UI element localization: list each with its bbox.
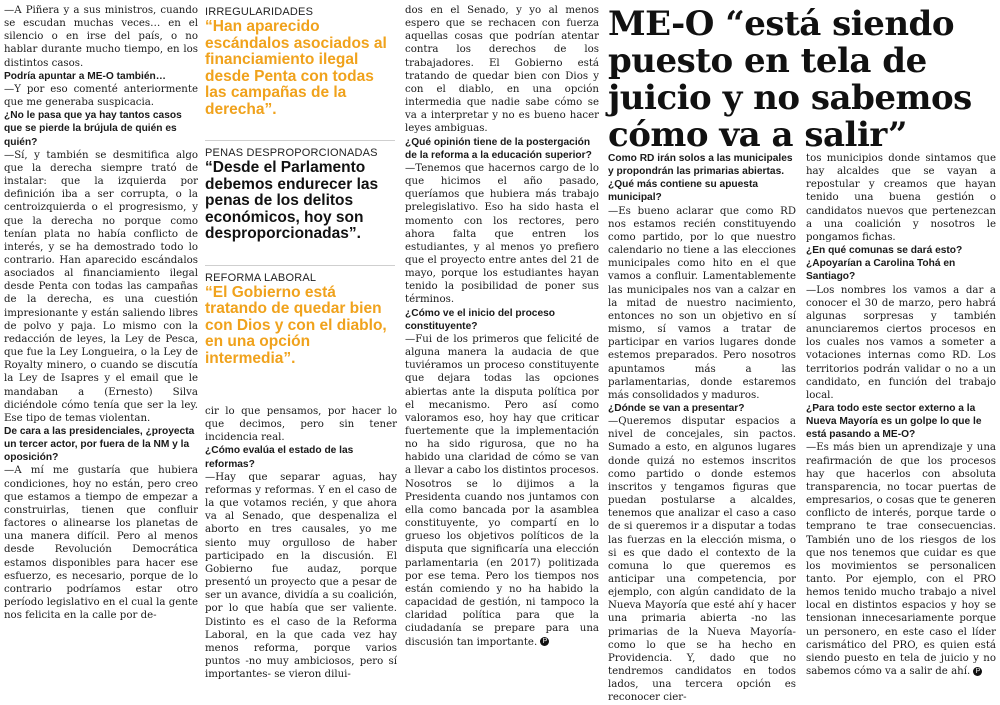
- paragraph-text: ¿Apoyarían a Carolina Tohá en Santiago?: [806, 258, 956, 283]
- paragraph-text: ¿Qué opinión tiene de la postergación de la reforma a la educación superior?: [405, 136, 592, 161]
- divider: [205, 140, 395, 141]
- answer-paragraph: [806, 284, 996, 402]
- pull-quote-reforma-laboral: [205, 272, 395, 368]
- interview-question: [806, 244, 996, 257]
- pull-quote-penas: [205, 147, 395, 243]
- column-1: [4, 4, 198, 698]
- paragraph-text: ¿Para todo este sector externo a la Nueva Mayoría es un golpe lo que le está pasando a ME-O?: [806, 402, 982, 441]
- interview-question: [4, 109, 198, 148]
- interview-question: [405, 136, 599, 162]
- paragraph-text: ¿En qué comunas se dará esto?: [806, 245, 963, 257]
- paragraph-text: —Los nombres los vamos a dar a conocer el 30 de marzo, pero habrá algunas sorpresas y también anunciaremos ciertos procesos en los cuales nos vamos a someter a votaciones internas como RD. Los territorios podrán validar o no a un candidato, en función del trabajo local.: [806, 284, 996, 401]
- paragraph-text: cir lo que pensamos, por hacer lo que decimos, pero sin tener incidencia real.: [205, 406, 397, 444]
- column-4: [608, 152, 796, 704]
- paragraph-text: —Fui de los primeros que felicité de alguna manera la audacia de que tuviéramos un proceso constituyente que dejara todas las opciones abiertas ante la disputa política por el mecanismo. Pero así como valoramos eso, hoy hay que criticar fuertemente que la implementación no ha sido rigurosa, que no ha habido una claridad de cómo se van a llevar a cabo los distintos procesos. Nosotros se lo dijimos a la Presidenta cuando nos juntamos con ella como bancada por la asamblea constituyente, yo compartí en lo grueso los objetivos políticos de la disputa que significaría una elección parlamentaria (en 2017) politizada por ese tema. Pero los tiempos nos están comiendo y no ha habido la capacidad de gestión, ni tampoco la claridad política para que la ciudadanía se prepare para una discusión tan importante.: [405, 333, 599, 648]
- column-2: [205, 405, 397, 696]
- interview-question: [806, 257, 996, 283]
- pull-quote-text: “Han aparecido escándalos asociados al financiamiento ilegal desde Penta con todas las campañas de la derecha”.: [205, 18, 387, 118]
- paragraph-text: —Tenemos que hacernos cargo de lo que hicimos el año pasado, queríamos que hubiera más trabajo prelegislativo. Eso ha sido hasta el momento con los rectores, pero ahora falta que entren los estudiantes, y al menos yo prefiero que el proyecto entre antes del 21 de mayo, porque los estudiantes hayan tenido la posibilidad de poner sus términos.: [405, 162, 599, 306]
- paragraph-text: —Es más bien un aprendizaje y una reafirmación de que los procesos hay que hacerlos con absoluta transparencia, no tocar puertas de empresarios, o cosas que te generen conflicto de interés, porque tarde o temprano te trae consecuencias. También uno de los riesgos de los que nos tenemos que cuidar es que los movimientos se personalicen tanto. Por ejemplo, con el PRO hemos tenido mucho trabajo a nivel local en distintos espacios y hoy se tensionan innecesariamente porque un personero, en este caso el líder carismático del PRO, es quien está siendo puesto en tela de juicio y no sabemos cómo va a salir de ahí.: [806, 442, 996, 678]
- answer-paragraph: [205, 471, 397, 682]
- column-5: [806, 152, 996, 696]
- paragraph-text: tos municipios donde sintamos que hay alcaldes que se vayan a repostular y creamos que hayan tenido una buena gestión o candidatos nuevos que pertenezcan a una coalición y nosotros le pongamos fichas.: [806, 153, 996, 243]
- pull-quotes-sidebar: [205, 6, 395, 367]
- end-of-article-icon: P: [973, 667, 982, 676]
- paragraph-text: Podría apuntar a ME-O también…: [4, 70, 166, 82]
- pull-quote-text: “El Gobierno está tratando de quedar bien con Dios y con el diablo, en una opción intermedia”.: [205, 283, 387, 367]
- paragraph-text: —Sí, y también se desmitifica algo que la derecha siempre trató de instalar: que la izquierda por definición iba a ser corrupta, o la centroizquierda o el progresismo, y que la derecha no porque como tenían plata no había conflicto de interés, y se ha demostrado todo lo contrario. Han aparecido escándalos asociados al financiamiento ilegal desde Penta con todas las campañas de la derecha, es una cuestión impresionante y están saliendo libres de polvo y paja. Lo mismo con la redacción de leyes, la Ley de Pesca, que fue la Ley Longueira, o la Ley de Royalty minero, o cuando se discutía la Ley de Isapres y el email que le mandaban a (Ernesto) Silva diciéndole cómo tenía que ser la ley. Ese tipo de temas violentan.: [4, 149, 198, 424]
- answer-paragraph: [205, 405, 397, 444]
- paragraph-text: —Y por eso comenté anteriormente que me generaba suspicacia.: [4, 83, 198, 109]
- answer-paragraph: [405, 4, 599, 136]
- answer-paragraph: [4, 4, 198, 70]
- paragraph-text: —A Piñera y a sus ministros, cuando se escudan muchas veces… en el silencio o en irse del país, o no hablar durante mucho tiempo, en los distintos casos.: [4, 5, 198, 69]
- interview-question: [4, 70, 198, 83]
- interview-question: [608, 402, 796, 415]
- interview-question: [405, 307, 599, 333]
- answer-paragraph: [806, 441, 996, 678]
- paragraph-text: ¿Cómo evalúa el estado de las reformas?: [205, 445, 354, 470]
- paragraph-text: Como RD irán solos a las municipales y propondrán las primarias abiertas. ¿Qué más contiene su apuesta municipal?: [608, 153, 793, 204]
- paragraph-text: —Es bueno aclarar que como RD nos estamos recién constituyendo como partido, por lo que nuestro calendario no tiene a las elecciones municipales como hito en el que vamos a confluir. Lamentablemente las municipales nos van a calzar en la mitad de nuestro nacimiento, entonces no son un objetivo en sí mismo, sí vamos a tratar de participar en varios lugares donde estemos preparados. Pero nosotros apuntamos más a las parlamentarias, donde estaremos más consolidados y maduros.: [608, 205, 796, 401]
- answer-paragraph: [405, 333, 599, 649]
- paragraph-text: —Queremos disputar espacios a nivel de concejales, sin pactos. Sumado a esto, en algunos lugares donde quizá no estemos inscritos como partido o donde estemos inscritos y tengamos figuras que puedan postularse a alcaldes, tenemos que analizar el caso a caso de si queremos ir a disputar a todas las fuerzas en la elección misma, o si es que dado el contexto de la comuna lo que queremos es anticipar una competencia, por ejemplo, con algún candidato de la Nueva Mayoría que esté ahí y hacer una primaria abierta -no las primarias de la Nueva Mayoría- como lo que se ha hecho en Providencia. Y, dado que no tendremos candidatos en todos lados, una tercera opción es reconocer cier-: [608, 416, 796, 704]
- answer-paragraph: [608, 415, 796, 704]
- paragraph-text: —A mí me gustaría que hubiera condiciones, hoy no están, pero creo que estamos a tiempo de empezar a construirlas, tienen que confluir factores o alinearse los planetas de una manera difícil. Pero al menos desde Revolución Democrática estamos disponibles para hacer ese esfuerzo, es necesario, porque de lo contrario podríamos estar otro período legislativo en el cual la gente nos felicita en la calle por de-: [4, 465, 198, 622]
- end-of-article-icon: P: [540, 637, 549, 646]
- answer-paragraph: [405, 162, 599, 307]
- interview-question: [806, 402, 996, 441]
- divider: [205, 265, 395, 266]
- headline: ME-O “está siendo puesto en tela de juicio y no sabemos cómo va a salir”: [608, 4, 972, 155]
- answer-paragraph: [806, 152, 996, 244]
- answer-paragraph: [4, 464, 198, 622]
- column-3: [405, 4, 599, 698]
- pull-quote-label: REFORMA LABORAL: [205, 271, 317, 284]
- interview-question: [4, 425, 198, 464]
- interview-question: [608, 152, 796, 205]
- pull-quote-label: PENAS DESPROPORCIONADAS: [205, 147, 378, 159]
- answer-paragraph: [4, 149, 198, 425]
- pull-quote-label: IRREGULARIDADES: [205, 6, 314, 18]
- paragraph-text: ¿Dónde se van a presentar?: [608, 402, 745, 414]
- pull-quote-irregularidades: [205, 6, 395, 118]
- paragraph-text: De cara a las presidenciales, ¿proyecta un tercer actor, por fuera de la NM y la oposición?: [4, 426, 195, 464]
- paragraph-text: dos en el Senado, y yo al menos espero que se rechacen con fuerza aquellas cosas que podrían atentar contra los derechos de los trabajadores. El Gobierno está tratando de quedar bien con Dios y con el diablo, en una opción intermedia que nadie sabe cómo se va a interpretar y no es bueno hacer leyes ambiguas.: [405, 5, 599, 135]
- answer-paragraph: [608, 205, 796, 402]
- answer-paragraph: [4, 83, 198, 109]
- interview-question: [205, 444, 397, 470]
- paragraph-text: ¿Cómo ve el inicio del proceso constituyente?: [405, 307, 556, 332]
- pull-quote-text: “Desde el Parlamento debemos endurecer las penas de los delitos económicos, hoy son desproporcionadas”.: [205, 159, 379, 242]
- paragraph-text: ¿No le pasa que ya hay tantos casos que se pierde la brújula de quién es quién?: [4, 110, 182, 148]
- paragraph-text: —Hay que separar aguas, hay reformas y reformas. Y en el caso de la que votamos recién, y que ahora va al Senado, que despenaliza el aborto en tres causales, yo me siento muy orgulloso de haber participado en la discusión. El Gobierno fue audaz, porque presentó un proyecto que a pesar de ser un avance, dividía a su coalición, por lo que había que ser valiente. Distinto es el caso de la Reforma Laboral, en la que cada vez hay menos reforma, porque varios puntos -no muy ambiciosos, pero sí importantes- se vieron dilui-: [205, 471, 397, 681]
